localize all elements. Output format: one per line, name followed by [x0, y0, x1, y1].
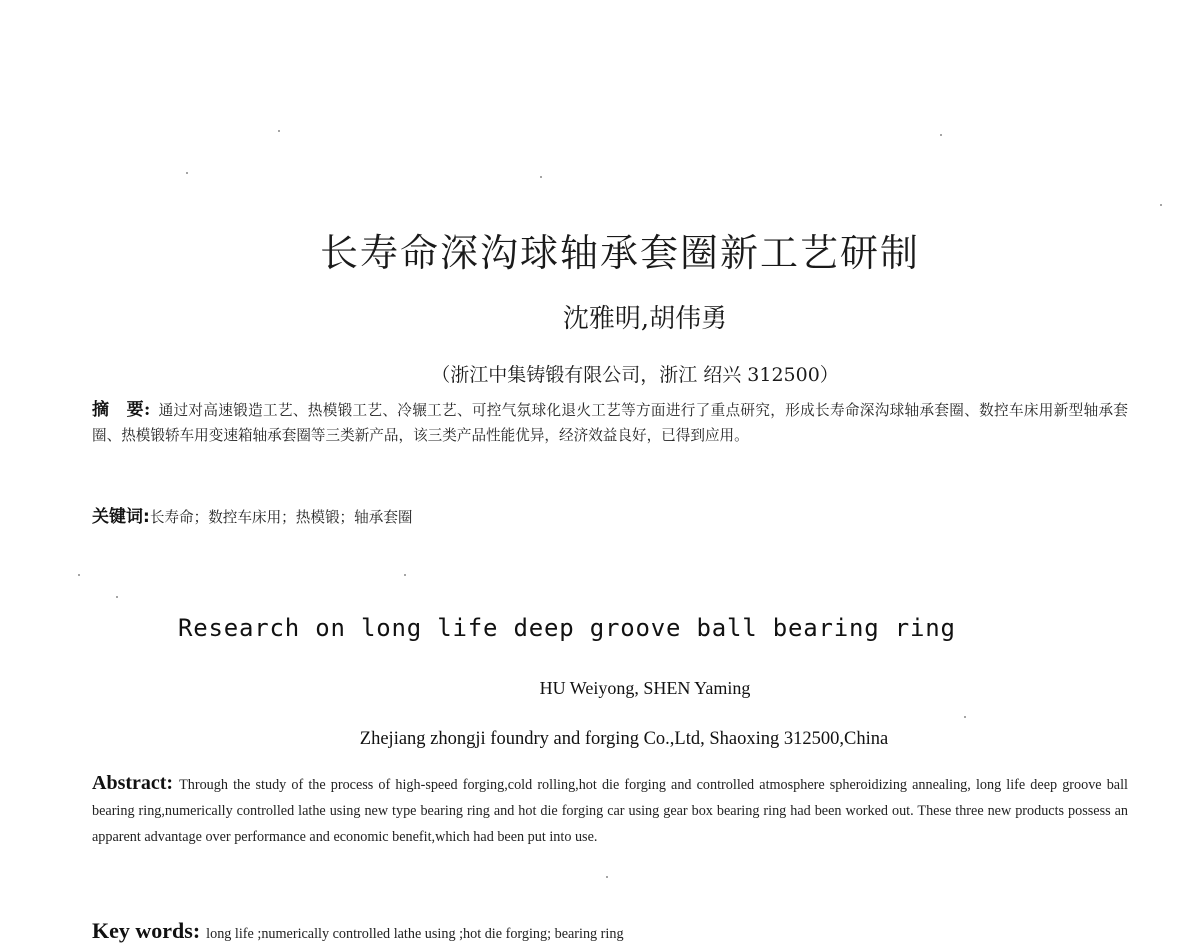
chinese-affiliation: （浙江中集铸锻有限公司，浙江 绍兴 312500） [431, 364, 839, 386]
chinese-keywords [92, 502, 413, 527]
english-abstract-text: Through the study of the process of high-speed forging,cold rolling,hot die forging and controlled atmosphere spheroidizing annealing, long life deep groove ball bearing ring,numerically controlled lathe using new type bearing ring and hot die forging car using gear box bearing ring had been worked out. These three new products possess an apparent advantage over performance and economic benefit,which had been put into use. [92, 777, 1128, 845]
scan-speck [78, 574, 80, 576]
scan-speck [540, 176, 542, 178]
scan-speck [116, 596, 118, 598]
english-keywords [92, 918, 624, 944]
chinese-abstract-label: 摘 要: [92, 400, 151, 420]
chinese-abstract [92, 398, 1128, 448]
scan-speck [940, 134, 942, 136]
chinese-abstract-text: 通过对高速锻造工艺、热模锻工艺、冷辗工艺、可控气氛球化退火工艺等方面进行了重点研究，形成长寿命深沟球轴承套圈、数控车床用新型轴承套圈、热模锻轿车用变速箱轴承套圈等三类新产品，该三类产品性能优异，经济效益良好，已得到应用。 [92, 402, 1128, 444]
chinese-title: 长寿命深沟球轴承套圈新工艺研制 [319, 231, 920, 275]
english-keywords-text: long life ;numerically controlled lathe using ;hot die forging; bearing ring [206, 926, 624, 942]
scan-speck [606, 876, 608, 878]
scan-speck [186, 172, 188, 174]
scan-speck [278, 130, 280, 132]
english-abstract-label: Abstract: [92, 772, 174, 794]
scan-speck [1160, 204, 1162, 206]
english-title: Research on long life deep groove ball bearing ring [178, 614, 956, 642]
chinese-keywords-label: 关键词: [92, 507, 150, 527]
scan-speck [404, 574, 406, 576]
english-abstract [92, 770, 1128, 850]
chinese-keywords-text: 长寿命；数控车床用；热模锻；轴承套圈 [149, 509, 413, 526]
scan-speck [964, 716, 966, 718]
english-keywords-label: Key words: [92, 918, 201, 943]
english-affiliation: Zhejiang zhongji foundry and forging Co.,Ltd, Shaoxing 312500,China [359, 729, 889, 749]
chinese-authors: 沈雅明,胡伟勇 [562, 304, 728, 334]
english-authors: HU Weiyong, SHEN Yaming [539, 678, 751, 698]
